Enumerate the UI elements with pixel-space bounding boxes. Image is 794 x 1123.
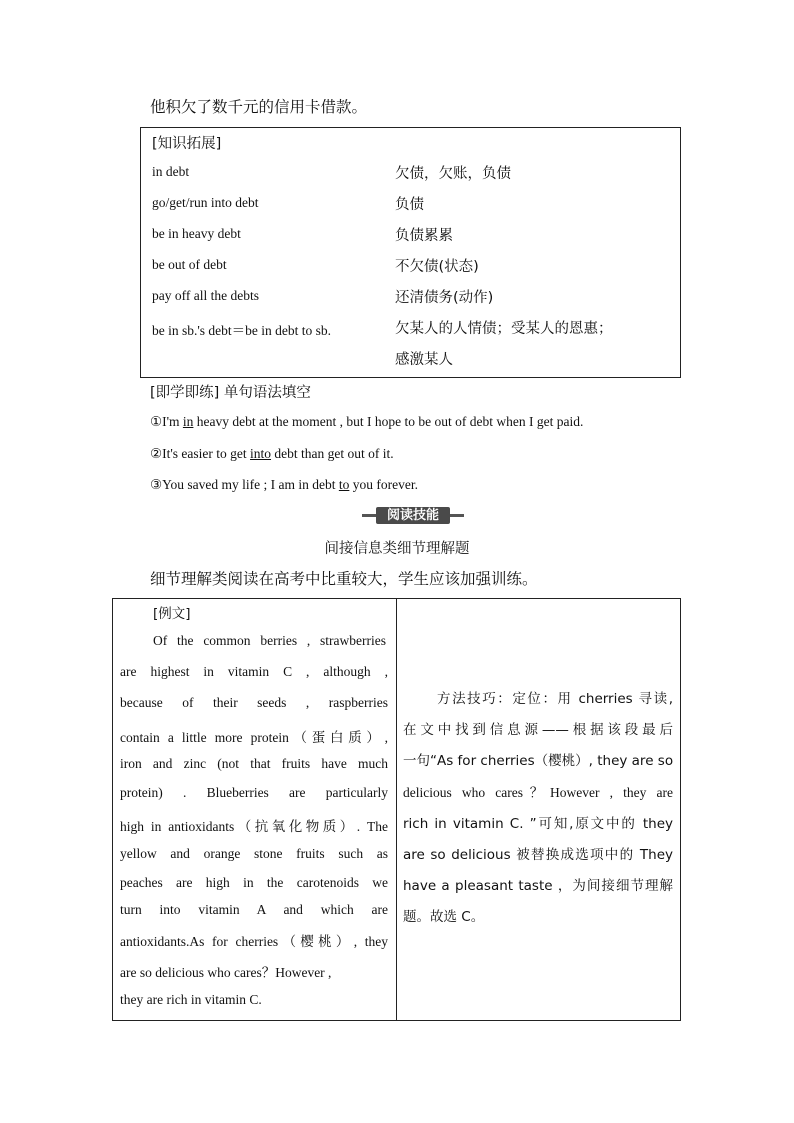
- knowledge-meaning-continued: 感激某人: [395, 352, 453, 368]
- example-label: [例文]: [153, 606, 191, 622]
- table-divider: [396, 599, 397, 1020]
- example-table: [112, 598, 681, 1021]
- practice-answer: to: [338, 477, 350, 492]
- knowledge-meaning: 欠某人的人情债；受某人的恩惠；: [395, 321, 613, 337]
- knowledge-phrase: in debt: [152, 164, 190, 179]
- skill-badge: [362, 507, 464, 524]
- knowledge-meaning: 不欠债(状态): [395, 259, 479, 275]
- method-line: delicious who cares？However , they are: [403, 785, 673, 800]
- example-line: antioxidants.As for cherries（樱桃）, they: [120, 934, 388, 949]
- practice-answer: into: [250, 446, 272, 461]
- example-line: Of the common berries , strawberries: [153, 633, 386, 648]
- practice-text: debt than get out of it.: [271, 446, 394, 461]
- section-title: 间接信息类细节理解题: [324, 541, 470, 557]
- knowledge-phrase: be out of debt: [152, 257, 227, 272]
- knowledge-phrase: be in heavy debt: [152, 226, 241, 241]
- example-line: they are rich in vitamin C.: [120, 992, 262, 1007]
- practice-text: ③You saved my life ; I am in debt: [150, 477, 339, 492]
- method-line: 题。故选 C。: [403, 909, 485, 925]
- example-line: yellow and orange stone fruits such as: [120, 846, 388, 861]
- knowledge-meaning: 负债: [395, 197, 424, 213]
- knowledge-meaning: 负债累累: [395, 228, 453, 244]
- practice-text: ①I'm: [150, 414, 183, 429]
- knowledge-phrase: pay off all the debts: [152, 288, 259, 303]
- example-line: high in antioxidants（抗氧化物质）. The: [120, 819, 388, 834]
- method-line: rich in vitamin C. ”可知,原文中的 they: [403, 816, 673, 832]
- practice-title: [即学即练] 单句语法填空: [150, 385, 311, 401]
- example-line: protein) . Blueberries are particularly: [120, 785, 388, 800]
- knowledge-meaning: 欠债，欠账，负债: [395, 166, 511, 182]
- knowledge-box: [140, 127, 681, 378]
- example-line: peaches are high in the carotenoids we: [120, 875, 388, 890]
- example-line: turn into vitamin A and which are: [120, 902, 388, 917]
- example-line: are so delicious who cares？However ,: [120, 965, 332, 980]
- example-line: contain a little more protein（蛋白质）,: [120, 730, 388, 745]
- intro-sentence: 他积欠了数千元的信用卡借款。: [150, 98, 368, 116]
- example-line: iron and zinc (not that fruits have much: [120, 756, 388, 771]
- practice-answer: in: [182, 414, 194, 429]
- knowledge-title: [知识拓展]: [152, 136, 222, 152]
- method-line: 在文中找到信息源——根据该段最后: [403, 722, 673, 738]
- method-line: 方法技巧：定位：用 cherries 寻读,: [437, 691, 673, 707]
- practice-item: [150, 477, 418, 493]
- section-intro: 细节理解类阅读在高考中比重较大，学生应该加强训练。: [150, 570, 538, 588]
- knowledge-phrase: be in sb.'s debt＝be in debt to sb.: [152, 323, 332, 338]
- practice-item: [150, 446, 394, 462]
- badge-label: 阅读技能: [376, 507, 450, 524]
- method-line: have a pleasant taste ，为间接细节理解: [403, 878, 673, 894]
- method-line: 一句“As for cherries（樱桃）, they are so: [403, 753, 674, 769]
- practice-text: heavy debt at the moment , but I hope to be out of debt when I get paid.: [193, 414, 584, 429]
- knowledge-phrase: go/get/run into debt: [152, 195, 259, 210]
- practice-text: you forever.: [349, 477, 418, 492]
- example-line: because of their seeds , raspberries: [120, 695, 388, 710]
- example-line: are highest in vitamin C , although ,: [120, 664, 388, 679]
- practice-item: [150, 414, 583, 430]
- knowledge-meaning: 还清债务(动作): [395, 290, 494, 306]
- method-line: are so delicious 被替换成选项中的 They: [403, 847, 673, 863]
- practice-text: ②It's easier to get: [150, 446, 251, 461]
